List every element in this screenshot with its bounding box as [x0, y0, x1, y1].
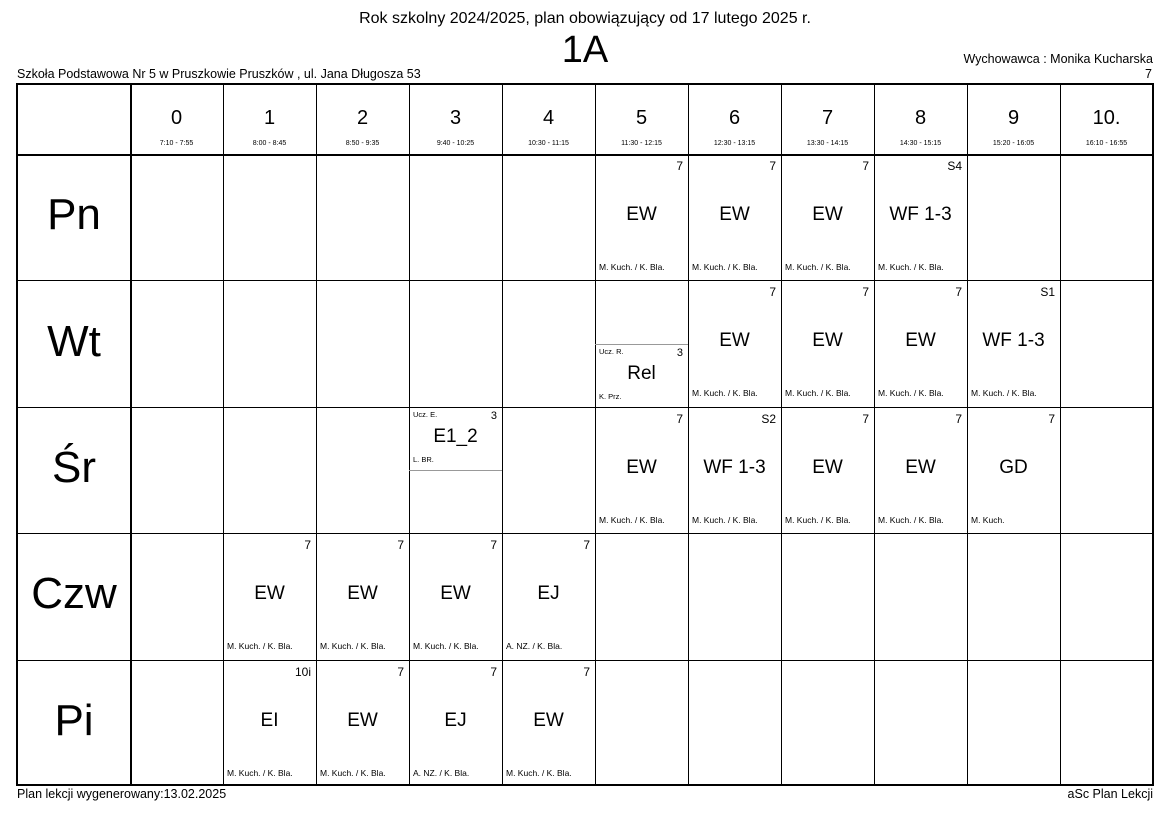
lesson-subject: WF 1-3: [703, 456, 766, 478]
lesson-room: 7: [862, 411, 869, 426]
lesson-room: 7: [397, 538, 404, 553]
period-header: [502, 85, 595, 154]
period-number: 1: [263, 107, 276, 129]
lesson-teacher: M. Kuch. / K. Bla.: [227, 767, 293, 778]
period-time: 10:30 - 11:15: [528, 140, 569, 147]
lesson-teacher: A. NZ. / K. Bla.: [506, 641, 563, 652]
period-number: 6: [728, 107, 741, 129]
lesson-subject: E1_2: [433, 425, 478, 447]
lesson-cell[interactable]: [688, 407, 781, 533]
lesson-room: 7: [676, 411, 683, 426]
period-time: 16:10 - 16:55: [1085, 140, 1128, 147]
lesson-cell[interactable]: [595, 407, 688, 533]
lesson-teacher: M. Kuch. / K. Bla.: [785, 388, 851, 399]
lesson-teacher: M. Kuch.: [971, 514, 1005, 525]
period-time: 11:30 - 12:15: [621, 140, 662, 147]
grid-row-divider: [18, 154, 1152, 156]
lesson-room: S2: [761, 411, 776, 426]
lesson-subject: EW: [719, 204, 750, 225]
half-cell-divider: [409, 470, 502, 471]
period-time: 9:40 - 10:25: [436, 140, 475, 147]
period-time: 8:00 - 8:45: [252, 140, 287, 147]
software-name: aSc Plan Lekcji: [1067, 787, 1153, 801]
lesson-teacher: A. NZ. / K. Bla.: [413, 767, 470, 778]
lesson-room: 7: [769, 285, 776, 300]
lesson-subject: WF 1-3: [982, 330, 1045, 352]
lesson-room: 3: [676, 346, 683, 359]
lesson-subject: Rel: [627, 362, 656, 384]
lesson-teacher: M. Kuch. / K. Bla.: [692, 514, 758, 525]
lesson-cell[interactable]: [595, 154, 688, 280]
lesson-teacher: M. Kuch. / K. Bla.: [413, 641, 479, 652]
day-label: Czw: [31, 569, 117, 619]
period-number: 5: [635, 107, 648, 129]
lesson-room: 7: [397, 664, 404, 679]
lesson-cell[interactable]: [502, 533, 595, 659]
lesson-subject: EW: [812, 330, 843, 352]
lesson-subject: EW: [533, 709, 564, 731]
period-number: 3: [449, 107, 462, 129]
lesson-subject: GD: [999, 456, 1028, 478]
schedule-subtitle: Rok szkolny 2024/2025, plan obowiązujący od 17 lutego 2025 r.: [359, 10, 811, 27]
lesson-subject: EW: [347, 583, 378, 605]
lesson-room: 7: [304, 538, 311, 553]
period-header: [688, 85, 781, 154]
lesson-teacher: K. Prz.: [599, 391, 622, 401]
lesson-teacher: M. Kuch. / K. Bla.: [878, 514, 944, 525]
period-header: [409, 85, 502, 154]
lesson-teacher: M. Kuch. / K. Bla.: [227, 641, 293, 652]
lesson-room: 10i: [294, 664, 311, 679]
lesson-room: 7: [490, 664, 497, 679]
lesson-teacher: M. Kuch. / K. Bla.: [878, 388, 944, 399]
lesson-subject: EW: [812, 204, 843, 225]
period-header: [1060, 85, 1153, 154]
period-number: 4: [542, 107, 555, 129]
lesson-subject: EW: [905, 456, 936, 478]
lesson-cell[interactable]: [781, 154, 874, 280]
lesson-teacher: M. Kuch. / K. Bla.: [878, 262, 944, 272]
lesson-cell[interactable]: [223, 660, 316, 786]
lesson-teacher: M. Kuch. / K. Bla.: [320, 767, 386, 778]
lesson-room: 7: [490, 538, 497, 553]
lesson-subject: EI: [260, 709, 279, 731]
lesson-teacher: M. Kuch. / K. Bla.: [692, 262, 758, 272]
lesson-room: 7: [955, 411, 962, 426]
lesson-subject: EW: [440, 583, 471, 605]
lesson-cell[interactable]: [781, 280, 874, 406]
lesson-cell[interactable]: [223, 533, 316, 659]
lesson-teacher: M. Kuch. / K. Bla.: [320, 641, 386, 652]
lesson-room: 7: [583, 664, 590, 679]
lesson-subject: EW: [254, 583, 285, 605]
lesson-subject: EW: [626, 204, 657, 225]
period-number: 7: [821, 107, 834, 129]
lesson-cell[interactable]: [967, 280, 1060, 406]
lesson-teacher: L. BR.: [413, 454, 434, 464]
lesson-teacher: M. Kuch. / K. Bla.: [971, 388, 1037, 399]
lesson-teacher: M. Kuch. / K. Bla.: [599, 514, 665, 525]
grid-column-divider: [1060, 85, 1061, 784]
period-number: 2: [356, 107, 369, 129]
period-header: [316, 85, 409, 154]
period-number: 10.: [1092, 107, 1121, 129]
lesson-subject: EW: [905, 330, 936, 352]
lesson-subject: WF 1-3: [889, 204, 952, 225]
class-teacher: Wychowawca : Monika Kucharska: [963, 52, 1153, 66]
lesson-cell[interactable]: [409, 533, 502, 659]
lesson-room: S1: [1040, 285, 1055, 300]
period-header: [874, 85, 967, 154]
lesson-cell[interactable]: [688, 280, 781, 406]
lesson-cell[interactable]: [316, 660, 409, 786]
lesson-teacher: M. Kuch. / K. Bla.: [785, 514, 851, 525]
lesson-cell[interactable]: [688, 154, 781, 280]
day-label: Pn: [47, 190, 101, 240]
lesson-cell[interactable]: [781, 407, 874, 533]
day-label: Wt: [47, 316, 101, 366]
lesson-group: Ucz. E.: [413, 409, 438, 419]
period-number: 9: [1007, 107, 1020, 129]
lesson-subject: EW: [719, 330, 750, 352]
lesson-teacher: M. Kuch. / K. Bla.: [599, 262, 665, 272]
lesson-room: 7: [769, 159, 776, 173]
period-time: 15:20 - 16:05: [992, 140, 1035, 147]
period-header: [130, 85, 223, 154]
lesson-cell[interactable]: [409, 660, 502, 786]
lesson-subject: EJ: [537, 583, 560, 605]
school-name: Szkoła Podstawowa Nr 5 w Pruszkowie Pruszków , ul. Jana Długosza 53: [17, 67, 421, 81]
period-header: [781, 85, 874, 154]
lesson-cell[interactable]: [502, 660, 595, 786]
lesson-room: 7: [862, 285, 869, 300]
day-label: Śr: [52, 443, 96, 492]
lesson-cell[interactable]: [874, 154, 967, 280]
lesson-room: 7: [862, 159, 869, 173]
period-time: 8:50 - 9:35: [345, 140, 380, 147]
lesson-room: 7: [955, 285, 962, 300]
timetable-grid: [16, 83, 1154, 786]
lesson-room: 7: [676, 159, 683, 173]
grid-column-divider: [130, 85, 132, 784]
period-header: [595, 85, 688, 154]
lesson-group: Ucz. R.: [599, 346, 624, 356]
class-name-title: 1A: [561, 29, 609, 71]
period-time: 14:30 - 15:15: [899, 140, 942, 147]
period-header: [967, 85, 1060, 154]
lesson-room: S4: [947, 159, 962, 173]
page-number: 7: [1145, 67, 1152, 81]
period-number: 0: [170, 107, 183, 129]
period-time: 12:30 - 13:15: [713, 140, 756, 147]
lesson-teacher: M. Kuch. / K. Bla.: [785, 262, 851, 272]
lesson-cell[interactable]: [967, 407, 1060, 533]
generated-date: Plan lekcji wygenerowany:13.02.2025: [17, 787, 227, 801]
lesson-room: 3: [490, 409, 497, 422]
period-header: [223, 85, 316, 154]
lesson-room: 7: [1048, 411, 1055, 426]
lesson-room: 7: [583, 538, 590, 553]
lesson-teacher: M. Kuch. / K. Bla.: [506, 767, 572, 778]
lesson-subject: EW: [812, 456, 843, 478]
lesson-cell[interactable]: [409, 407, 502, 470]
lesson-subject: EW: [626, 456, 657, 478]
period-time: 7:10 - 7:55: [159, 140, 194, 147]
lesson-cell[interactable]: [316, 533, 409, 659]
lesson-subject: EW: [347, 709, 378, 731]
period-time: 13:30 - 14:15: [806, 140, 849, 147]
lesson-teacher: M. Kuch. / K. Bla.: [692, 388, 758, 399]
lesson-cell[interactable]: [595, 344, 688, 407]
lesson-cell[interactable]: [874, 407, 967, 533]
period-number: 8: [914, 107, 927, 129]
day-label: Pi: [54, 695, 94, 745]
lesson-cell[interactable]: [874, 280, 967, 406]
lesson-subject: EJ: [444, 709, 467, 731]
